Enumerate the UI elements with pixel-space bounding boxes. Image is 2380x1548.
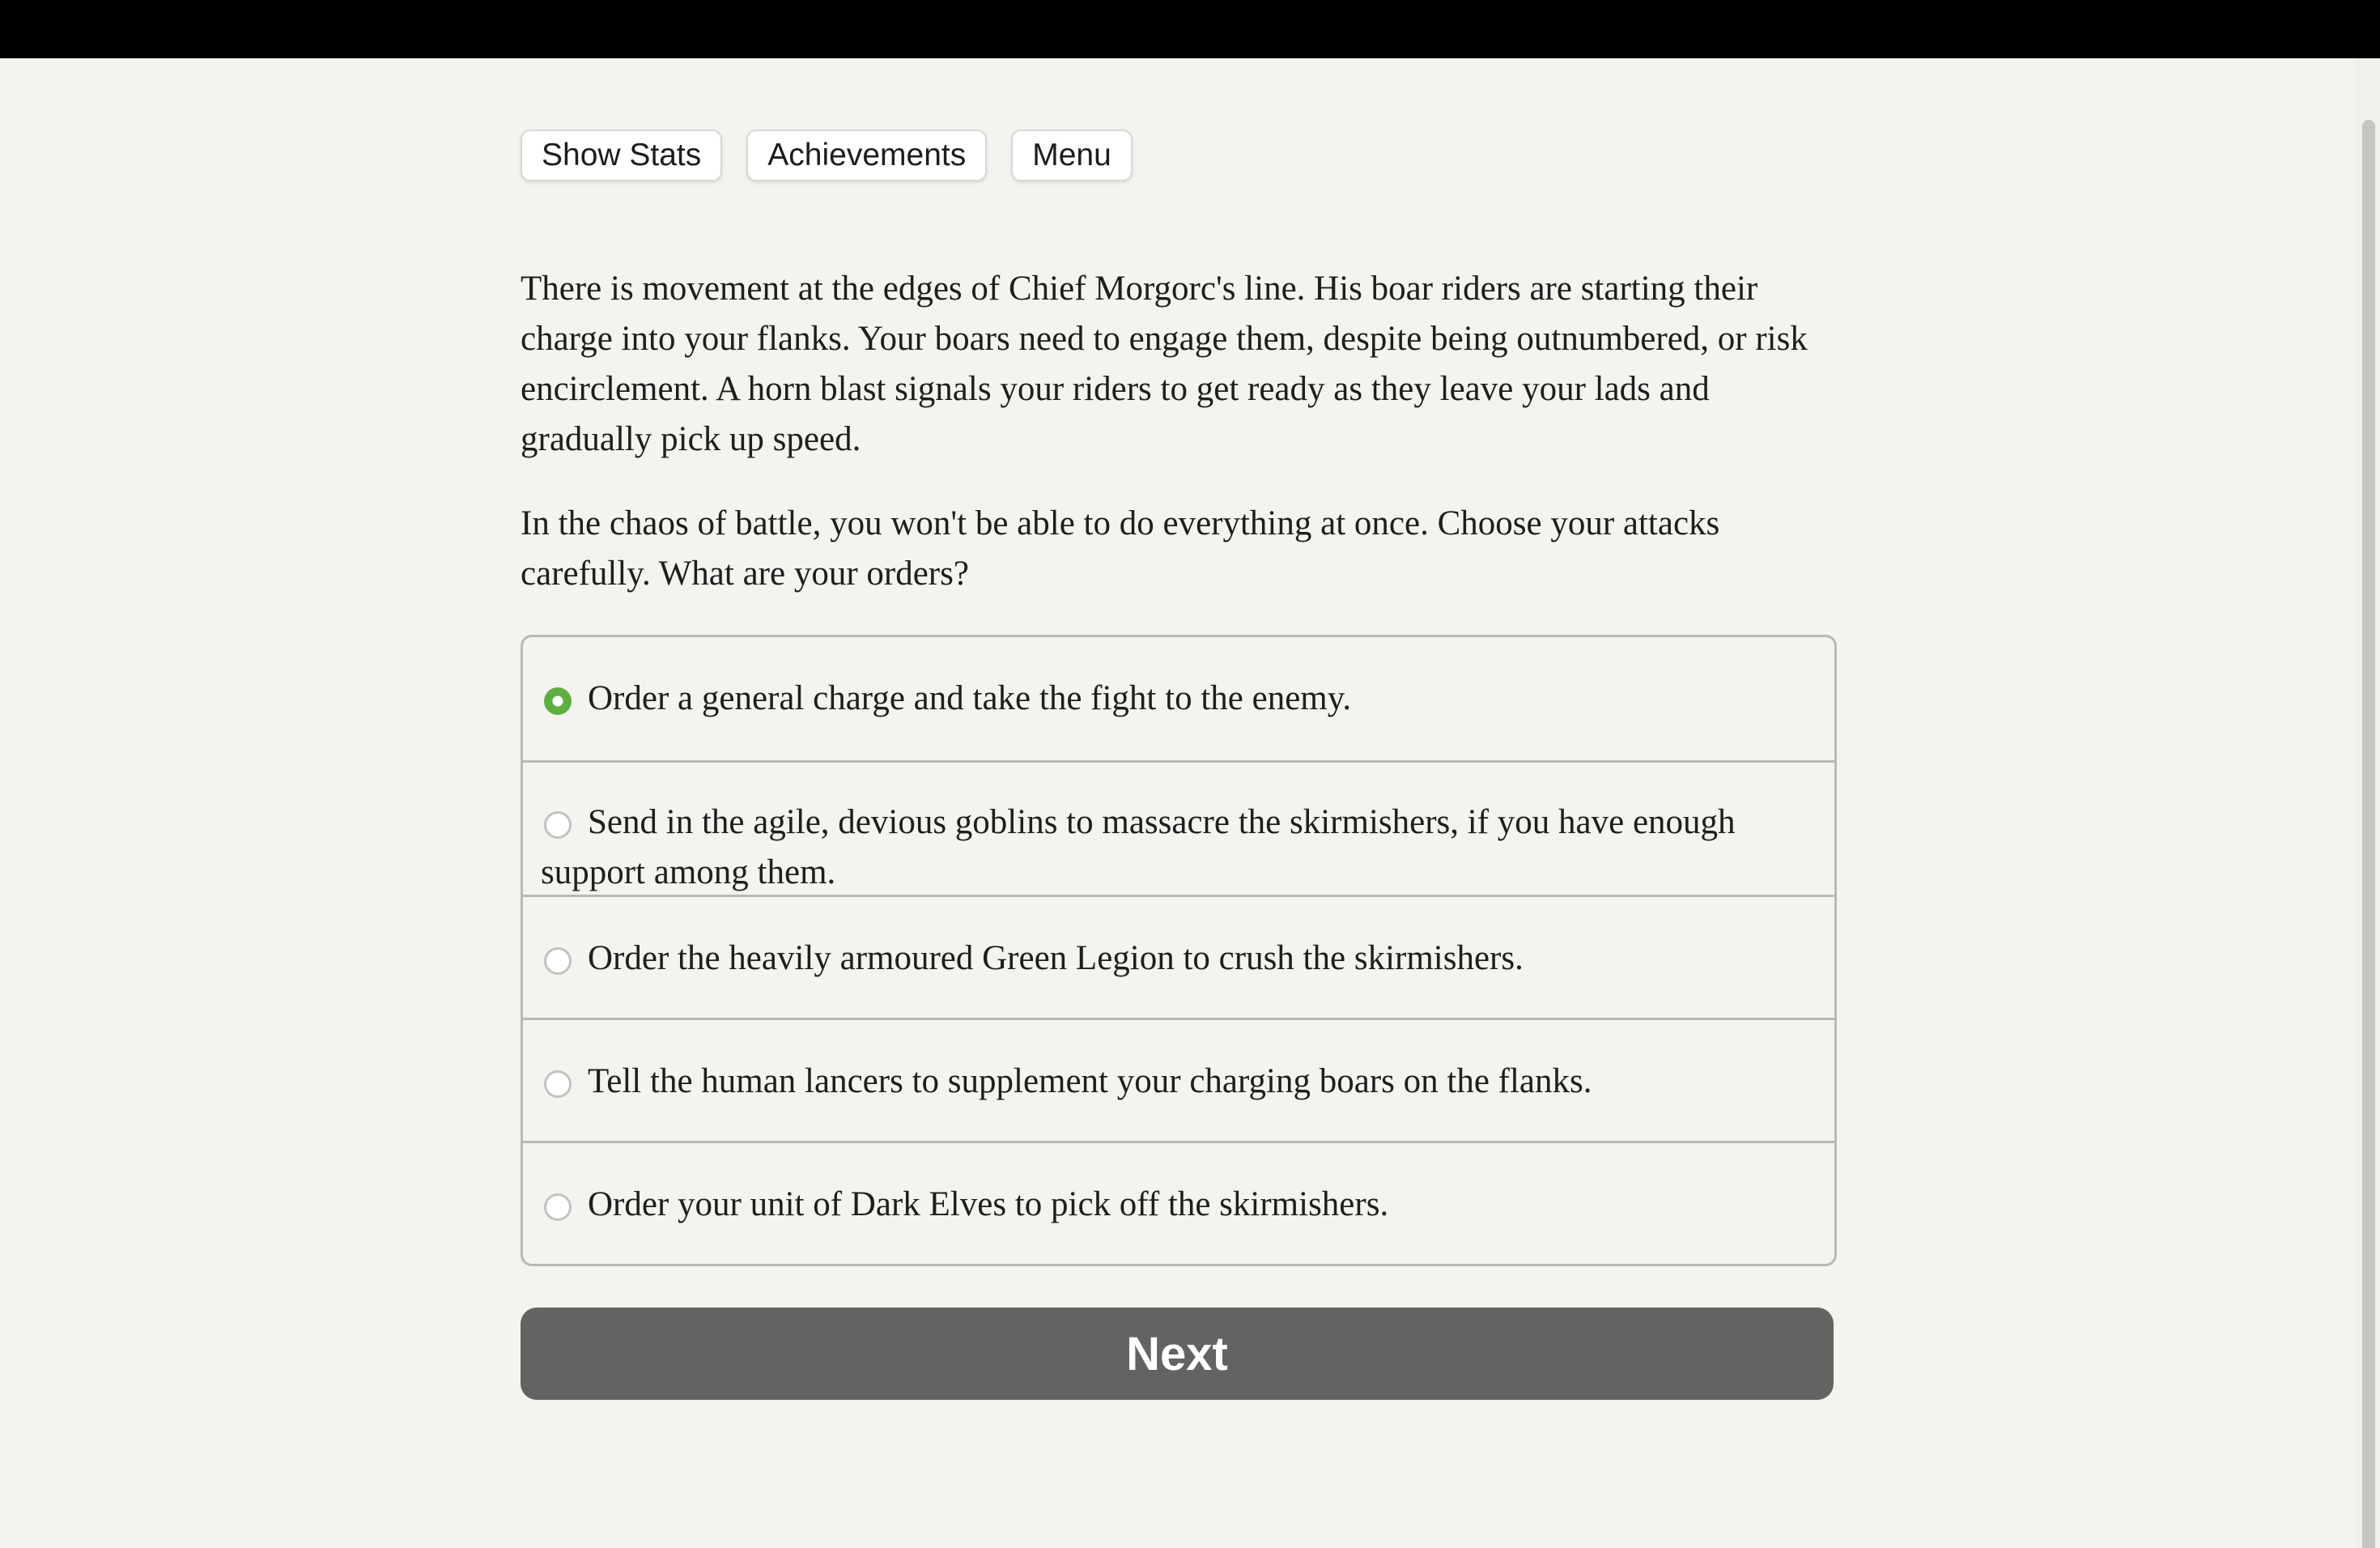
radio-selected-icon[interactable] [544,687,572,715]
radio-icon[interactable] [544,1193,572,1221]
passage-paragraph: In the chaos of battle, you won't be able to do everything at once. Choose your attacks carefully. What are your orders? [521,504,1720,593]
achievements-button[interactable]: Achievements [746,130,987,181]
passage-paragraph: There is movement at the edges of Chief Morgorc's line. His boar riders are starting their charge into your flanks. Your boars need to engage them, despite being outnumbered, or risk encirclement. A horn blast signals your riders to get ready as they leave your lads and gradually pick up speed. [521,270,1808,458]
scrollbar-thumb[interactable] [2362,120,2375,1548]
radio-icon[interactable] [544,811,572,839]
radio-icon[interactable] [544,947,572,975]
choice-label: Order a general charge and take the fight to the enemy. [588,679,1352,717]
show-stats-button[interactable]: Show Stats [521,130,722,181]
choice-option-green-legion[interactable] [523,895,1834,1018]
choice-option-dark-elves[interactable] [523,1141,1834,1264]
choice-label: Order your unit of Dark Elves to pick off the skirmishers. [588,1185,1389,1223]
choice-label: Send in the agile, devious goblins to massacre the skirmishers, if you have enough support among them. [541,803,1736,891]
choice-option-goblins[interactable] [523,760,1834,895]
menu-button[interactable]: Menu [1011,130,1133,181]
next-button[interactable]: Next [521,1308,1834,1400]
radio-icon[interactable] [544,1070,572,1098]
story-passage [521,264,1834,633]
toolbar [521,130,1133,181]
choice-label: Order the heavily armoured Green Legion to crush the skirmishers. [588,939,1524,977]
scrollbar[interactable] [2356,58,2380,1548]
choice-option-general-charge[interactable] [523,637,1834,760]
choice-option-human-lancers[interactable] [523,1018,1834,1141]
choice-list [521,635,1837,1266]
window-top-bar [0,0,2380,58]
choice-label: Tell the human lancers to supplement your charging boars on the flanks. [588,1062,1592,1100]
